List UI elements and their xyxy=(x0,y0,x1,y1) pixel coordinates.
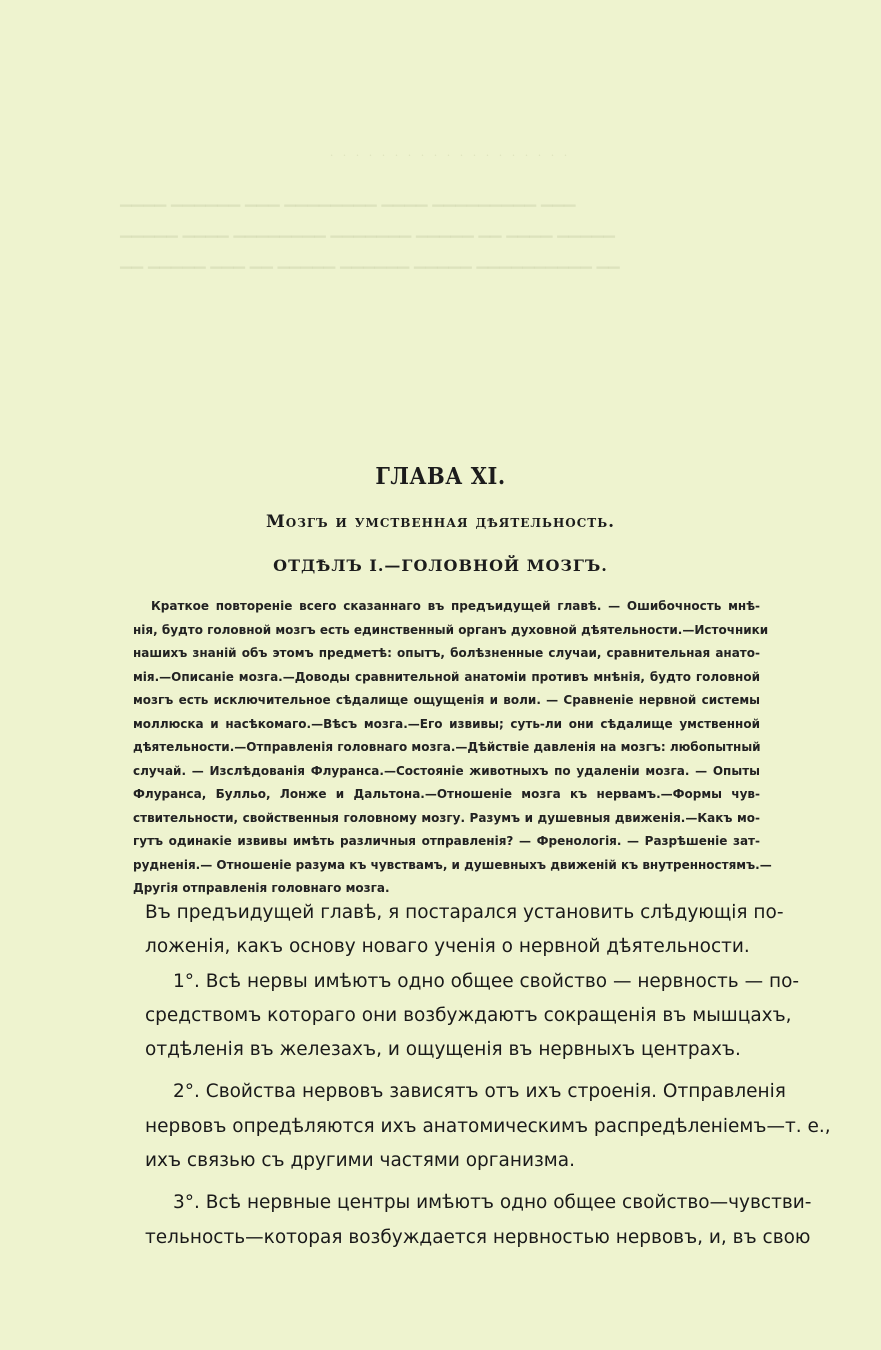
body-line: отдѣленія въ железахъ, и ощущенія въ нервныхъ центрахъ. xyxy=(145,1039,741,1061)
summary-line: мія.—Описаніе мозга.—Доводы сравнительной анатоміи противъ мнѣнія, будто головной xyxy=(133,669,760,684)
body-line: 2°. Свойства нервовъ зависятъ отъ ихъ строенія. Отправленія xyxy=(173,1081,786,1103)
body-line: средствомъ котораго они возбуждаютъ сокращенія въ мышцахъ, xyxy=(145,1004,792,1026)
summary-line: ствительности, свойственныя головному мозгу. Разумъ и душевныя движенія.—Какъ мо- xyxy=(133,810,760,825)
chapter-summary xyxy=(133,595,772,901)
body-line: ложенія, какъ основу новаго ученія о нервной дѣятельности. xyxy=(145,936,750,958)
summary-line: случай. — Изслѣдованія Флуранса.—Состояніе животныхъ по удаленіи мозга. — Опыты xyxy=(133,763,760,778)
body-line: Въ предъидущей главѣ, я постарался установить слѣдующія по- xyxy=(145,902,784,923)
chapter-subtitle: Мозгъ и умственная дѣятельность. xyxy=(265,512,616,532)
summary-line: моллюска и насѣкомаго.—Вѣсъ мозга.—Его извивы; суть-ли они сѣдалище умственной xyxy=(133,716,760,731)
body-line: 3°. Всѣ нервные центры имѣютъ одно общее свойство—чувстви- xyxy=(173,1192,812,1214)
summary-line: Другія отправленія головнаго мозга. xyxy=(133,881,390,895)
paragraph xyxy=(145,896,784,965)
body-line: нервовъ опредѣляются ихъ анатомическимъ распредѣленіемъ—т. е., xyxy=(145,1115,831,1137)
summary-line: Краткое повтореніе всего сказаннаго въ предъидущей главѣ. — Ошибочность мнѣ- xyxy=(151,599,760,613)
paragraph xyxy=(145,1075,831,1178)
body-line: ихъ связью съ другими частями организма. xyxy=(145,1150,575,1172)
summary-line: Флуранса, Булльо, Лонже и Дальтона.—Отношеніе мозга къ нервамъ.—Формы чув- xyxy=(133,787,760,801)
summary-line: дѣятельности.—Отправленія головнаго мозга.—Дѣйствіе давленія на мозгъ: любопытный xyxy=(133,740,761,754)
summary-line: мозгъ есть исключительное сѣдалище ощущенія и воли. — Сравненіе нервной системы xyxy=(133,693,760,707)
body-line: 1°. Всѣ нервы имѣютъ одно общее свойство — нервность — по- xyxy=(173,970,800,992)
summary-line: рудненія.— Отношеніе разума къ чувствамъ, и душевныхъ движеній къ внутренностямъ.— xyxy=(133,857,772,872)
body-line: тельность—которая возбуждается нервностью нервовъ, и, въ свою xyxy=(145,1226,811,1248)
summary-line: нашихъ знаній объ этомъ предметѣ: опытъ, болѣзненные случаи, сравнительная анато- xyxy=(133,646,760,660)
section-title: ОТДѢЛЪ I.—ГОЛОВНОЙ МОЗГЪ. xyxy=(273,556,608,575)
paragraph xyxy=(145,965,800,1068)
paragraph xyxy=(145,1186,812,1255)
body-text xyxy=(145,896,831,1255)
chapter-title: ГЛАВА XI. xyxy=(375,461,506,490)
reverse-side-bleedthrough: · · · · · · · · · · · · · · · · · · · ▁▁▁▁ ▁▁▁▁▁▁ ▁▁▁ ▁▁▁▁▁▁▁▁ ▁▁▁▁ ▁▁▁▁▁▁▁▁▁ ▁▁▁ ▁▁▁▁▁ ▁▁▁▁ ▁▁▁▁▁▁▁▁ ▁▁▁▁▁▁▁ ▁▁▁▁▁ ▁▁ ▁▁▁▁ ▁▁▁▁▁ ▁▁ ▁▁▁▁▁ ▁▁▁ ▁▁ ▁▁▁▁▁ ▁▁▁▁▁▁ ▁▁▁▁▁ ▁▁▁▁▁▁▁▁▁▁ ▁▁ xyxy=(120,149,620,269)
summary-line: нія, будто головной мозгъ есть единственный органъ духовной дѣятельности.—Источники xyxy=(133,622,769,637)
summary-line: гутъ одинакіе извивы имѣть различныя отправленія? — Френологія. — Разрѣшеніе зат- xyxy=(133,834,760,848)
